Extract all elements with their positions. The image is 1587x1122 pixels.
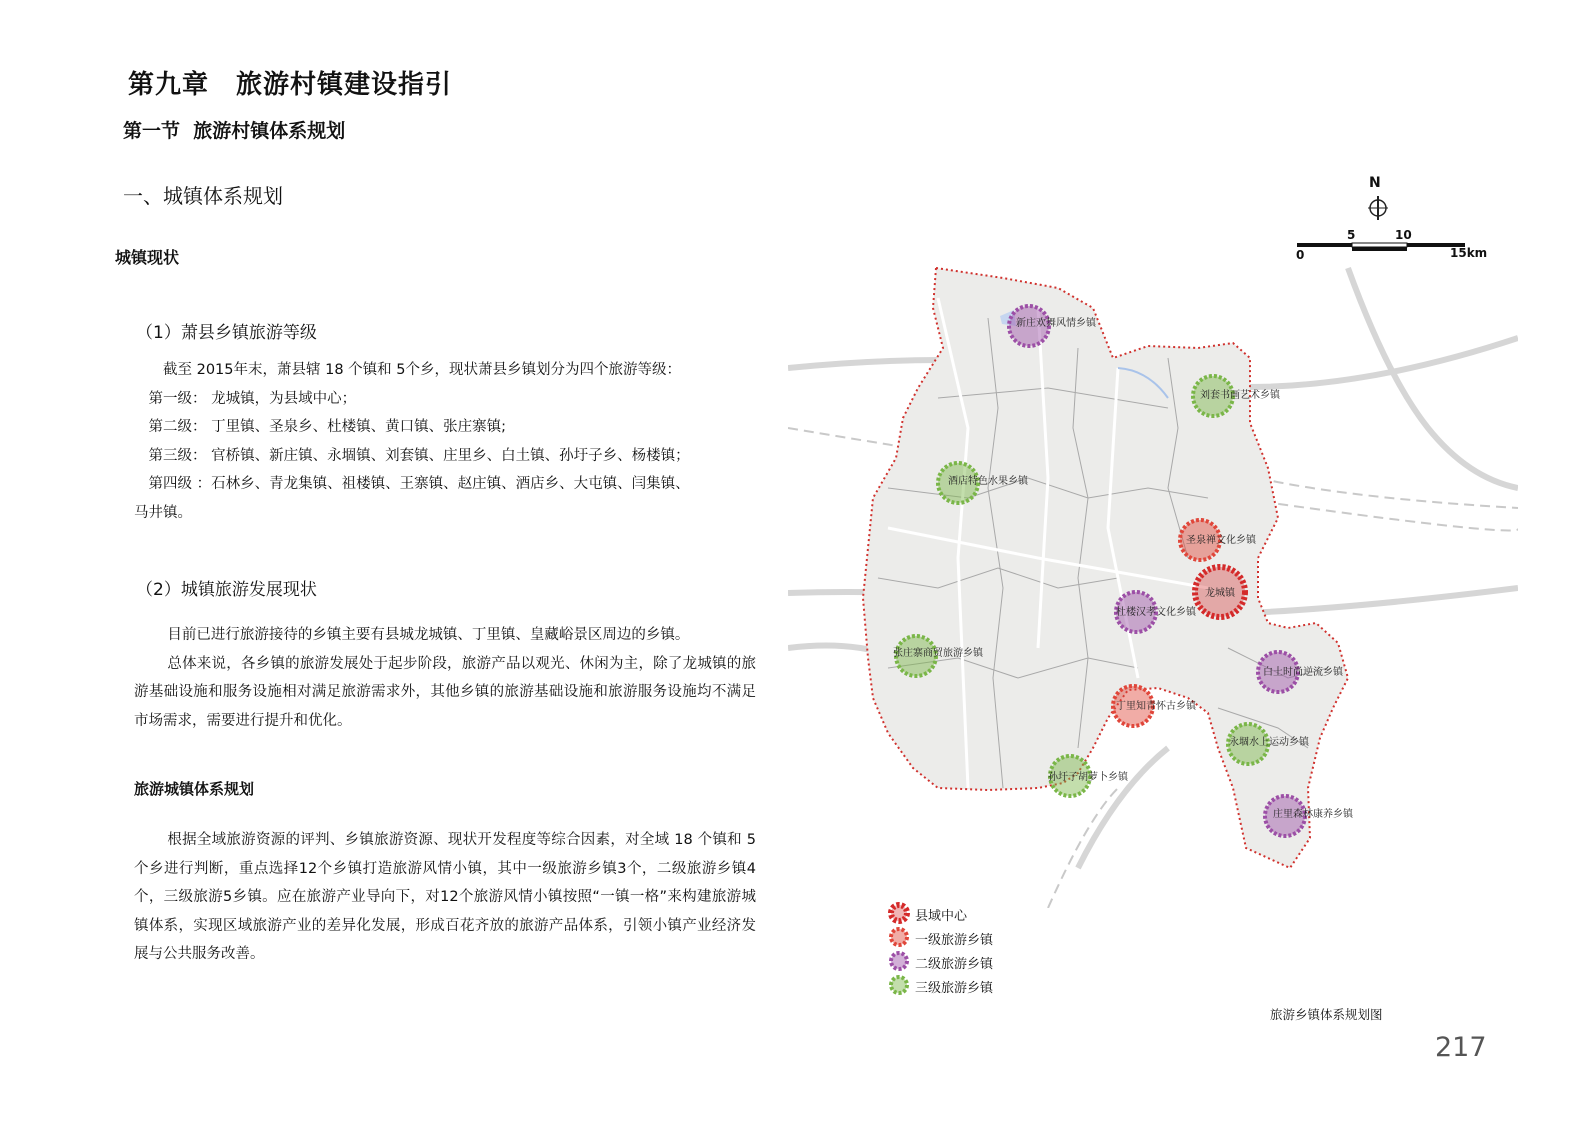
text-line: 第四级 ：石林乡、青龙集镇、祖楼镇、王寨镇、赵庄镇、酒店乡、大屯镇、闫集镇、 [134, 476, 690, 492]
town-label: 杜楼汉孝文化乡镇 [1116, 607, 1196, 618]
text-line: 马井镇。 [134, 504, 192, 521]
tourism-town-map [788, 228, 1518, 908]
page-number: 217 [1435, 1032, 1487, 1063]
legend-label: 三级旅游乡镇 [915, 981, 994, 996]
legend-item-center [888, 902, 1088, 924]
town-label: 张庄寨商贸旅游乡镇 [893, 648, 983, 659]
paragraph: 根据全域旅游资源的评判、乡镇旅游资源、现状开发程度等综合因素，对全域 18 个镇和 5个乡进行判断，重点选择12个乡镇打造旅游风情小镇，其中一级旅游乡镇3个，二级旅游乡镇4个，三级旅游5乡镇。应在旅游产业导向下，对12个旅游风情小镇按照“一镇一格”来构建旅游城镇体系，实现区域旅游产业的差异化发展，形成百花齐放的旅游产品体系，引领小镇产业经济发展与公共服务改善。 [134, 832, 757, 962]
text-line: 第一级： 龙城镇，为县域中心； [134, 390, 357, 407]
legend-label: 一级旅游乡镇 [915, 933, 994, 948]
north-label: N [1369, 175, 1381, 191]
text-line: 截至 2015年末，萧县辖 18 个镇和 5个乡，现状萧县乡镇划分为四个旅游等级： [134, 362, 682, 378]
tourism-development-text [134, 621, 756, 735]
town-label: 孙圩子胡萝卜乡镇 [1048, 772, 1128, 783]
town-label: 刘套书画艺术乡镇 [1200, 390, 1280, 401]
heading-tourism-development: （2）城镇旅游发展现状 [136, 580, 317, 600]
text-line: 第三级： 官桥镇、新庄镇、永堌镇、刘套镇、庄里乡、白土镇、孙圩子乡、杨楼镇； [134, 447, 690, 464]
heading-town-status: 城镇现状 [115, 248, 180, 267]
heading-town-system-plan: 旅游城镇体系规划 [134, 780, 255, 798]
town-label: 酒店特色水果乡镇 [948, 476, 1028, 487]
legend-item-level1 [888, 926, 1088, 948]
legend-label: 二级旅游乡镇 [915, 957, 994, 972]
town-marker-center[interactable] [1195, 567, 1245, 617]
town-label: 龙城镇 [1205, 588, 1235, 599]
town-label: 丁里知青怀古乡镇 [1116, 701, 1196, 712]
legend-item-level3 [888, 974, 1088, 996]
heading-tourism-grade: （1）萧县乡镇旅游等级 [136, 323, 317, 343]
town-label: 白土时尚逆流乡镇 [1263, 667, 1343, 678]
north-arrow-icon [1360, 178, 1396, 226]
section-title: 第一节 旅游村镇体系规划 [123, 120, 346, 142]
town-system-plan-text [134, 826, 756, 969]
town-label: 新庄欢舞风情乡镇 [1016, 318, 1096, 329]
map-caption: 旅游乡镇体系规划图 [1270, 1007, 1383, 1022]
text-line: 第二级： 丁里镇、圣泉乡、杜楼镇、黄口镇、张庄寨镇; [134, 419, 506, 435]
town-label: 永堌水上运动乡镇 [1229, 737, 1309, 748]
scale-tick-0: 0 [1296, 248, 1305, 262]
scale-tick-5: 5 [1347, 228, 1356, 242]
town-label: 庄里森林康养乡镇 [1273, 809, 1353, 820]
chapter-title: 第九章 旅游村镇建设指引 [128, 70, 453, 100]
legend-label: 县域中心 [915, 909, 968, 924]
paragraph: 总体来说，各乡镇的旅游发展处于起步阶段，旅游产品以观光、休闲为主，除了龙城镇的旅游基础设施和服务设施相对满足旅游需求外，其他乡镇的旅游基础设施和旅游服务设施均不满足市场需求，需要进行提升和优化。 [134, 655, 756, 729]
town-label: 圣泉禅文化乡镇 [1186, 535, 1256, 546]
tourism-grade-text [134, 356, 764, 527]
map-canvas [788, 228, 1518, 908]
subsection-title: 一、城镇体系规划 [123, 184, 283, 208]
scale-tick-15: 15km [1450, 246, 1488, 260]
scale-tick-10: 10 [1395, 228, 1412, 242]
paragraph: 目前已进行旅游接待的乡镇主要有县城龙城镇、丁里镇、皇藏峪景区周边的乡镇。 [167, 627, 690, 643]
legend-item-level2 [888, 950, 1088, 972]
